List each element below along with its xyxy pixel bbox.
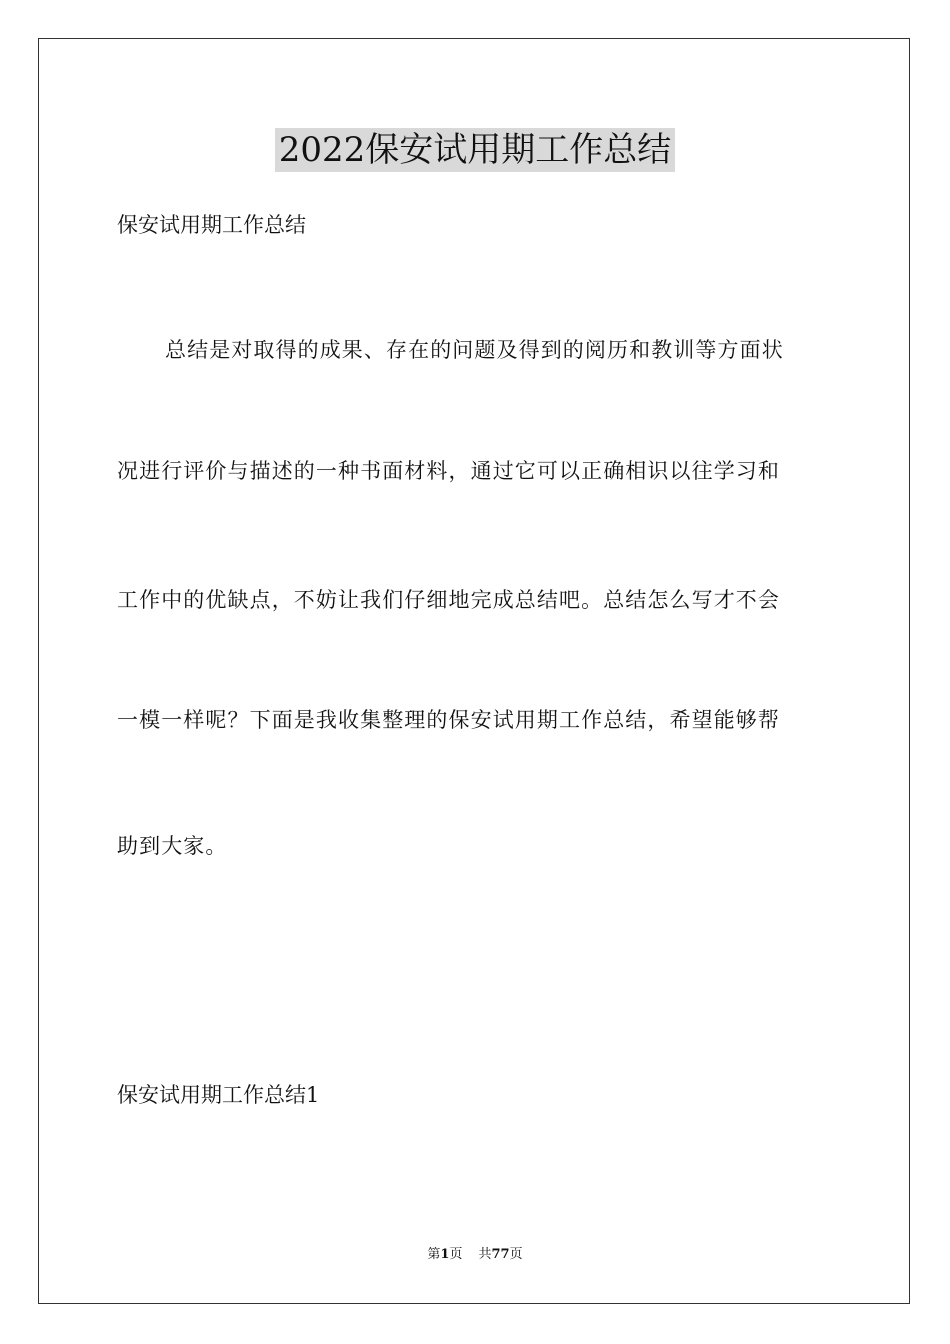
page-number: 1 — [440, 1247, 450, 1262]
page-footer — [0, 1246, 950, 1264]
paragraph-line: 助到大家。 — [117, 834, 228, 858]
total-suffix: 页 — [509, 1247, 523, 1262]
total-pages: 77 — [491, 1247, 510, 1262]
page-prefix: 第 — [427, 1247, 441, 1262]
total-prefix: 共 — [478, 1247, 492, 1262]
title-container — [0, 128, 950, 172]
paragraph-line: 况进行评价与描述的一种书面材料，通过它可以正确相识以往学习和 — [117, 459, 780, 483]
page-suffix: 页 — [449, 1247, 463, 1262]
paragraph-line: 总结是对取得的成果、存在的问题及得到的阅历和教训等方面状 — [165, 338, 784, 362]
document-title: 2022保安试用期工作总结 — [275, 128, 676, 172]
section-heading: 保安试用期工作总结1 — [117, 1083, 320, 1107]
paragraph-line: 一模一样呢？下面是我收集整理的保安试用期工作总结，希望能够帮 — [117, 708, 780, 732]
paragraph-line: 工作中的优缺点，不妨让我们仔细地完成总结吧。总结怎么写才不会 — [117, 588, 780, 612]
document-subtitle: 保安试用期工作总结 — [117, 213, 306, 237]
